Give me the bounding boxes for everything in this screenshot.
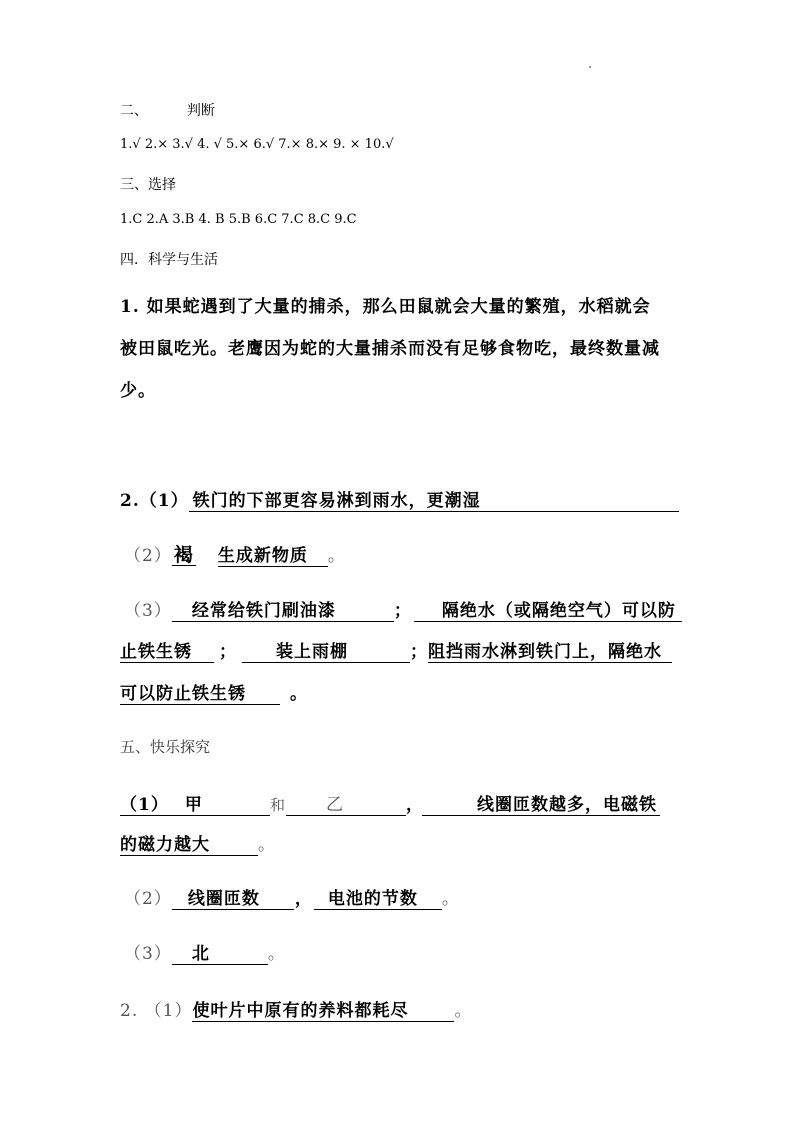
punctuation: 。 [441,889,460,909]
answer-text: 止铁生锈 [120,642,192,662]
q4-1-line2: 被田鼠吃光。老鹰因为蛇的大量捕杀而没有足够食物吃，最终数量减 [120,339,660,359]
section-explore-title: 五、快乐探究 [120,738,211,756]
punctuation: 。 [267,944,286,964]
answer-text: 褐 [173,544,194,566]
answer-blank [120,795,270,816]
answer-text: 使叶片中原有的养料都耗尽 [192,1001,409,1021]
q4-2-part3-line2 [120,637,672,663]
answer-text: 线圈匝数越多，电磁铁 [477,795,658,815]
answer-text: 甲 [184,795,203,815]
q5-1-part3 [124,939,286,965]
punctuation: 。 [327,546,346,566]
judge-answers: 1.√ 2.× 3.√ 4. √ 5.× 6.√ 7.× 8.× 9. × 10.√ [120,137,394,152]
part-label: （2） [124,889,172,909]
answer-blank [120,642,214,663]
answer-blank [218,546,328,567]
answer-blank [422,795,660,816]
q4-2-label: 2.（1） [120,491,189,511]
answer-text: 可以防止铁生锈 [120,684,246,704]
part-label: （1） [120,795,169,815]
q5-1-part1-line2 [120,830,276,856]
answer-blank [314,889,442,910]
q4-2-part2 [124,541,346,567]
answer-text: 装上雨棚 [276,642,348,662]
answer-text: 生成新物质 [217,546,308,566]
answer-blank [189,491,679,512]
answer-blank [414,601,682,622]
section-science-life-title: 四．科学与生活 [120,252,218,268]
connector: 和 [270,796,287,814]
punctuation: ； [393,601,412,621]
q5-1-part1-line1 [120,790,660,816]
section-judge-number: 二、 [120,103,148,119]
part-label: （3） [124,601,172,621]
part-label: （2） [124,546,172,566]
answer-blank [242,642,410,663]
answer-text: 隔绝水（或隔绝空气）可以防 [441,601,676,621]
punctuation: 。 [290,684,308,704]
q4-2-part1 [120,486,679,512]
q4-2-part3-line1 [124,596,682,622]
punctuation: ， [406,795,425,815]
answer-blank [172,545,196,566]
answer-blank [172,601,394,622]
answer-text: 电池的节数 [327,889,418,909]
punctuation: ； [410,642,428,662]
q5-2-part1 [120,996,472,1022]
answer-text: 经常给铁门刷油漆 [191,601,336,621]
answer-blank [172,889,294,910]
punctuation: ； [219,642,237,662]
answer-blank [172,944,268,965]
answer-blank [286,795,406,816]
answer-text: 阻挡雨水淋到铁门上，隔绝水 [428,642,662,662]
section-judge-heading [120,100,215,120]
answer-text: 的磁力越大 [120,835,210,855]
answer-blank [120,684,280,705]
section-choice-title: 三、选择 [120,177,176,193]
punctuation: 。 [258,835,276,855]
answer-text: 北 [191,944,210,964]
part-label: 2. （1） [120,1001,193,1021]
answer-blank [428,642,672,663]
answer-text: 乙 [326,795,345,815]
punctuation: ， [294,889,313,909]
section-judge-title: 判断 [186,103,215,119]
punctuation: 。 [454,1001,473,1021]
q4-1-line1: 1. 如果蛇遇到了大量的捕杀，那么田鼠就会大量的繁殖，水稻就会 [120,297,651,317]
q5-1-part2 [124,884,460,910]
answer-text: 铁门的下部更容易淋到雨水，更潮湿 [192,491,481,511]
q4-2-part3-line3 [120,679,308,705]
part-label: （3） [124,944,172,964]
choice-answers: 1.C 2.A 3.B 4. B 5.B 6.C 7.C 8.C 9.C [120,212,357,227]
answer-text: 线圈匝数 [187,889,260,909]
corner-dot [589,66,591,68]
q4-1-line3: 少。 [120,381,156,401]
answer-blank [120,835,258,856]
answer-blank [192,1001,454,1022]
